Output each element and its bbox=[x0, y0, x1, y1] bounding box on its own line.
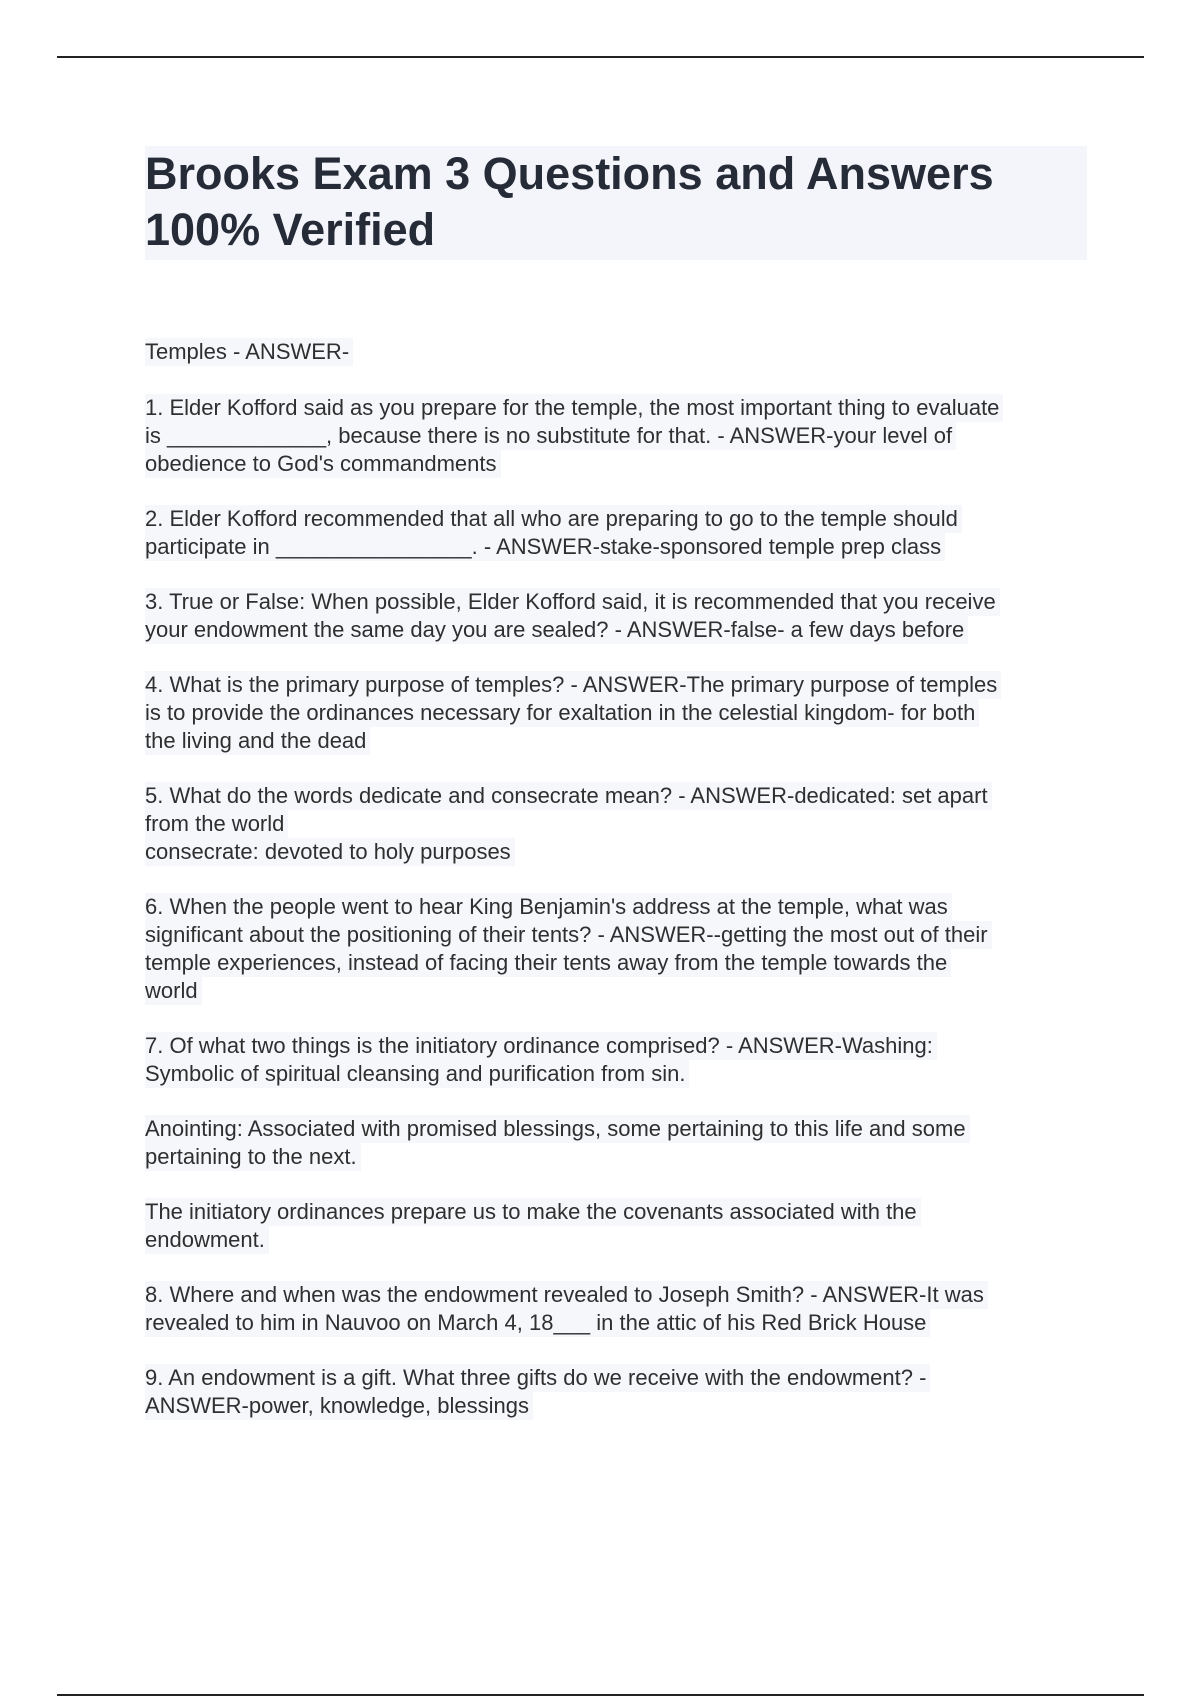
text-line: from the world bbox=[145, 810, 288, 838]
text-line: participate in ________________. - ANSWER-stake-sponsored temple prep class bbox=[145, 533, 945, 561]
text-line: 9. An endowment is a gift. What three gifts do we receive with the endowment? - bbox=[145, 1364, 930, 1392]
text-line: significant about the positioning of their tents? - ANSWER--getting the most out of their bbox=[145, 921, 992, 949]
text-line: Symbolic of spiritual cleansing and purification from sin. bbox=[145, 1060, 689, 1088]
qa-paragraph bbox=[145, 1364, 1087, 1420]
text-line: world bbox=[145, 977, 202, 1005]
text-line: the living and the dead bbox=[145, 727, 370, 755]
text-line: consecrate: devoted to holy purposes bbox=[145, 838, 515, 866]
top-rule bbox=[57, 56, 1144, 58]
text-line: 2. Elder Kofford recommended that all who are preparing to go to the temple should bbox=[145, 505, 962, 533]
text-line: 8. Where and when was the endowment revealed to Joseph Smith? - ANSWER-It was bbox=[145, 1281, 988, 1309]
text-line: ANSWER-power, knowledge, blessings bbox=[145, 1392, 533, 1420]
text-line: 5. What do the words dedicate and consecrate mean? - ANSWER-dedicated: set apart bbox=[145, 782, 992, 810]
qa-paragraph bbox=[145, 1198, 1087, 1254]
title-block bbox=[145, 146, 1087, 260]
title-line: Brooks Exam 3 Questions and Answers bbox=[145, 148, 994, 199]
text-line: temple experiences, instead of facing their tents away from the temple towards the bbox=[145, 949, 951, 977]
text-line: your endowment the same day you are sealed? - ANSWER-false- a few days before bbox=[145, 616, 968, 644]
qa-paragraph bbox=[145, 1115, 1087, 1171]
text-line: 6. When the people went to hear King Benjamin's address at the temple, what was bbox=[145, 893, 952, 921]
text-line: endowment. bbox=[145, 1226, 269, 1254]
text-line: pertaining to the next. bbox=[145, 1143, 361, 1171]
text-line: The initiatory ordinances prepare us to make the covenants associated with the bbox=[145, 1198, 921, 1226]
text-line: is to provide the ordinances necessary for exaltation in the celestial kingdom- for both bbox=[145, 699, 979, 727]
section-heading bbox=[145, 338, 1087, 366]
qa-paragraph bbox=[145, 1281, 1087, 1337]
qa-paragraph bbox=[145, 782, 1087, 866]
title-line: 100% Verified bbox=[145, 204, 436, 255]
qa-paragraph bbox=[145, 588, 1087, 644]
text-line: 3. True or False: When possible, Elder Kofford said, it is recommended that you receive bbox=[145, 588, 1000, 616]
qa-paragraph bbox=[145, 893, 1087, 1005]
document-title bbox=[145, 146, 1087, 258]
text-line: 1. Elder Kofford said as you prepare for the temple, the most important thing to evaluate bbox=[145, 394, 1003, 422]
text-line: obedience to God's commandments bbox=[145, 450, 501, 478]
text-line: revealed to him in Nauvoo on March 4, 18___ in the attic of his Red Brick House bbox=[145, 1309, 930, 1337]
document-body bbox=[145, 338, 1087, 1447]
qa-paragraph bbox=[145, 505, 1087, 561]
text-line: 4. What is the primary purpose of temples? - ANSWER-The primary purpose of temples bbox=[145, 671, 1001, 699]
qa-paragraph bbox=[145, 1032, 1087, 1088]
text-line: 7. Of what two things is the initiatory ordinance comprised? - ANSWER-Washing: bbox=[145, 1032, 937, 1060]
text-line: is _____________, because there is no substitute for that. - ANSWER-your level of bbox=[145, 422, 956, 450]
bottom-rule bbox=[57, 1694, 1144, 1696]
text-line: Temples - ANSWER- bbox=[145, 338, 353, 366]
qa-paragraph bbox=[145, 394, 1087, 478]
qa-paragraph bbox=[145, 671, 1087, 755]
text-line: Anointing: Associated with promised blessings, some pertaining to this life and some bbox=[145, 1115, 970, 1143]
